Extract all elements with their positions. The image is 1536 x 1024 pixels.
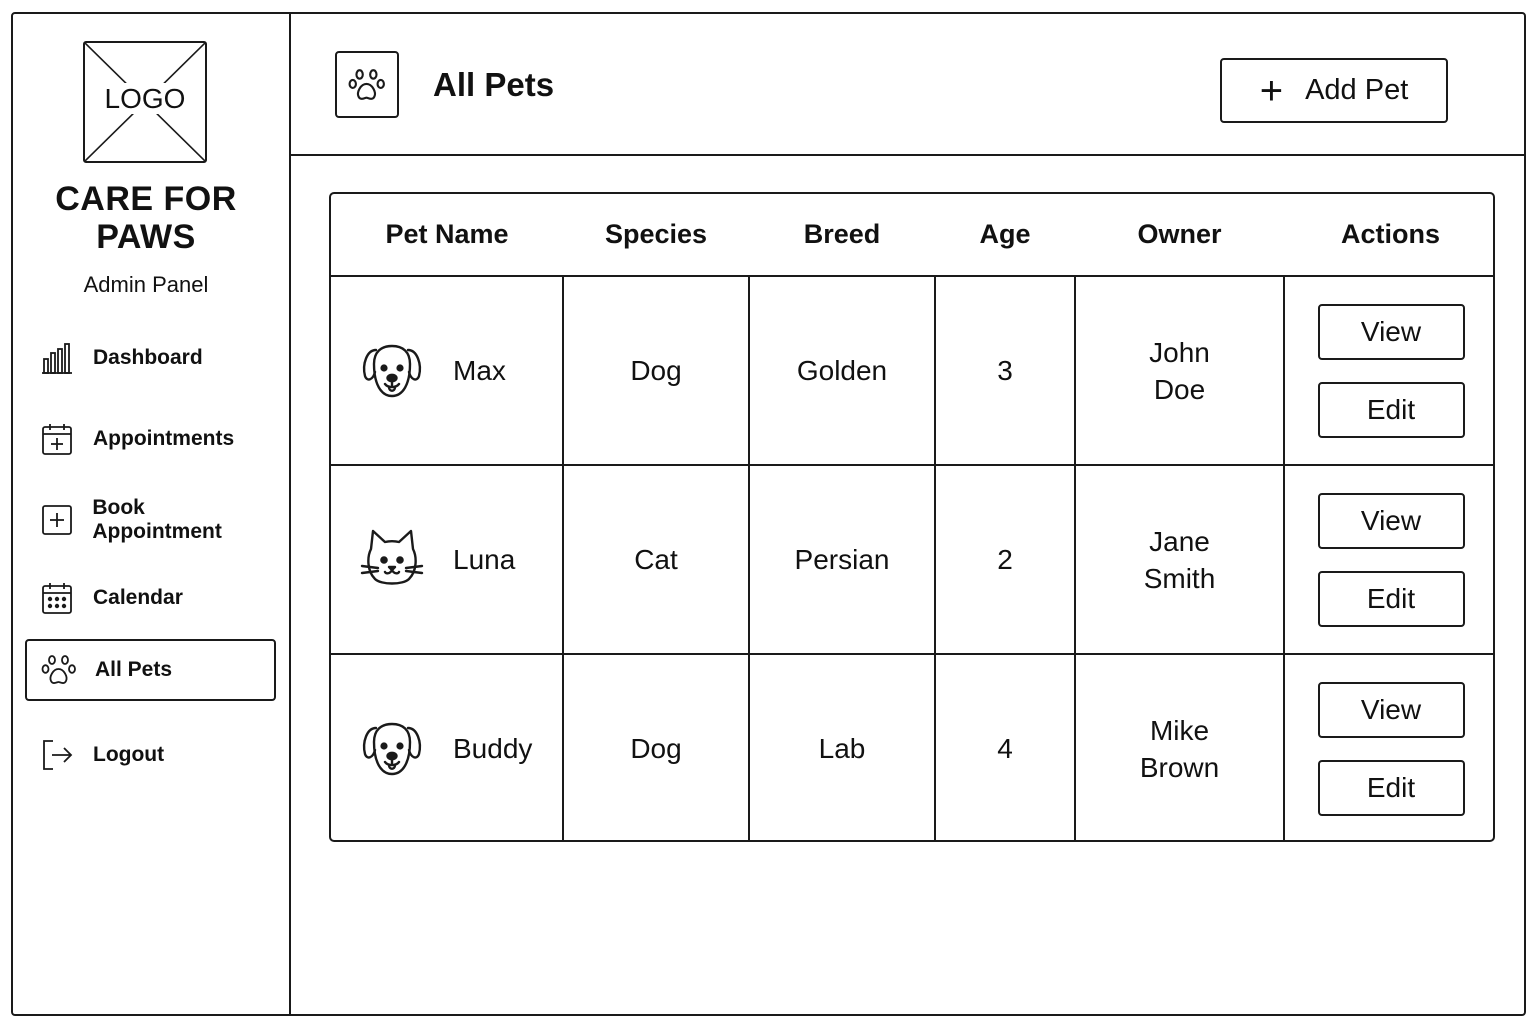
brand-subtitle: Admin Panel [83, 272, 209, 297]
breed-cell: Persian [749, 465, 935, 654]
sidebar-item-label: Dashboard [93, 346, 203, 369]
sidebar-item-all-pets[interactable] [25, 639, 276, 701]
species-cell: Dog [563, 276, 749, 465]
column-header: Species [563, 194, 749, 276]
sidebar-item-label: All Pets [95, 658, 173, 681]
sidebar-item-label: Book Appointment [92, 496, 222, 543]
add-pet-button[interactable] [1220, 58, 1448, 123]
dog-icon [359, 338, 425, 404]
age-cell: 2 [935, 465, 1075, 654]
page-header [291, 14, 1524, 156]
paw-icon [335, 51, 399, 118]
brand-title: CARE FOR PAWS [55, 180, 237, 256]
logout-icon [39, 737, 75, 773]
pet-name: Max [453, 354, 506, 386]
column-header: Actions [1284, 194, 1495, 276]
sidebar [13, 14, 291, 1014]
pet-name: Luna [453, 543, 516, 575]
owner-cell: Jane Smith [1075, 465, 1284, 654]
actions-cell [1284, 465, 1495, 654]
calendar-plus-icon [39, 421, 75, 457]
pet-name: Buddy [453, 733, 533, 764]
cat-icon [359, 527, 425, 593]
breed-cell: Golden [749, 276, 935, 465]
edit-button[interactable]: Edit [1318, 382, 1465, 438]
sidebar-item-label: Logout [93, 743, 165, 766]
table-row [331, 276, 1495, 465]
sidebar-item-appointments[interactable] [25, 408, 276, 470]
sidebar-item-dashboard[interactable] [25, 327, 276, 389]
sidebar-item-book-appointment[interactable] [25, 489, 276, 551]
app-window [11, 12, 1526, 1016]
table-row [331, 654, 1495, 842]
logo-text: LOGO [104, 83, 186, 114]
column-header: Owner [1075, 194, 1284, 276]
owner-cell: John Doe [1075, 276, 1284, 465]
view-button[interactable]: View [1318, 304, 1465, 360]
table-row [331, 465, 1495, 654]
actions-cell [1284, 276, 1495, 465]
sidebar-item-label: Appointments [93, 427, 235, 450]
breed-cell: Lab [749, 654, 935, 842]
edit-button[interactable]: Edit [1318, 571, 1465, 627]
column-header: Breed [749, 194, 935, 276]
calendar-grid-icon [39, 580, 75, 616]
edit-button[interactable]: Edit [1318, 760, 1465, 816]
add-pet-label: Add Pet [1305, 74, 1409, 106]
age-cell: 3 [935, 276, 1075, 465]
column-header: Age [935, 194, 1075, 276]
actions-cell [1284, 654, 1495, 842]
sidebar-item-label: Calendar [93, 586, 183, 609]
pets-table [329, 192, 1495, 842]
plus-icon: + [1259, 68, 1284, 113]
logo [83, 41, 207, 163]
sidebar-item-calendar[interactable] [25, 567, 276, 629]
paw-icon [41, 652, 77, 688]
species-cell: Cat [563, 465, 749, 654]
dog-icon [359, 716, 425, 782]
plus-square-icon [39, 502, 74, 538]
owner-cell: Mike Brown [1075, 654, 1284, 842]
page-title: All Pets [433, 66, 555, 103]
view-button[interactable]: View [1318, 682, 1465, 738]
species-cell: Dog [563, 654, 749, 842]
sidebar-item-logout[interactable] [25, 724, 276, 786]
age-cell: 4 [935, 654, 1075, 842]
bar-chart-icon [39, 340, 75, 376]
view-button[interactable]: View [1318, 493, 1465, 549]
table-header-row [331, 194, 1495, 276]
column-header: Pet Name [331, 194, 563, 276]
